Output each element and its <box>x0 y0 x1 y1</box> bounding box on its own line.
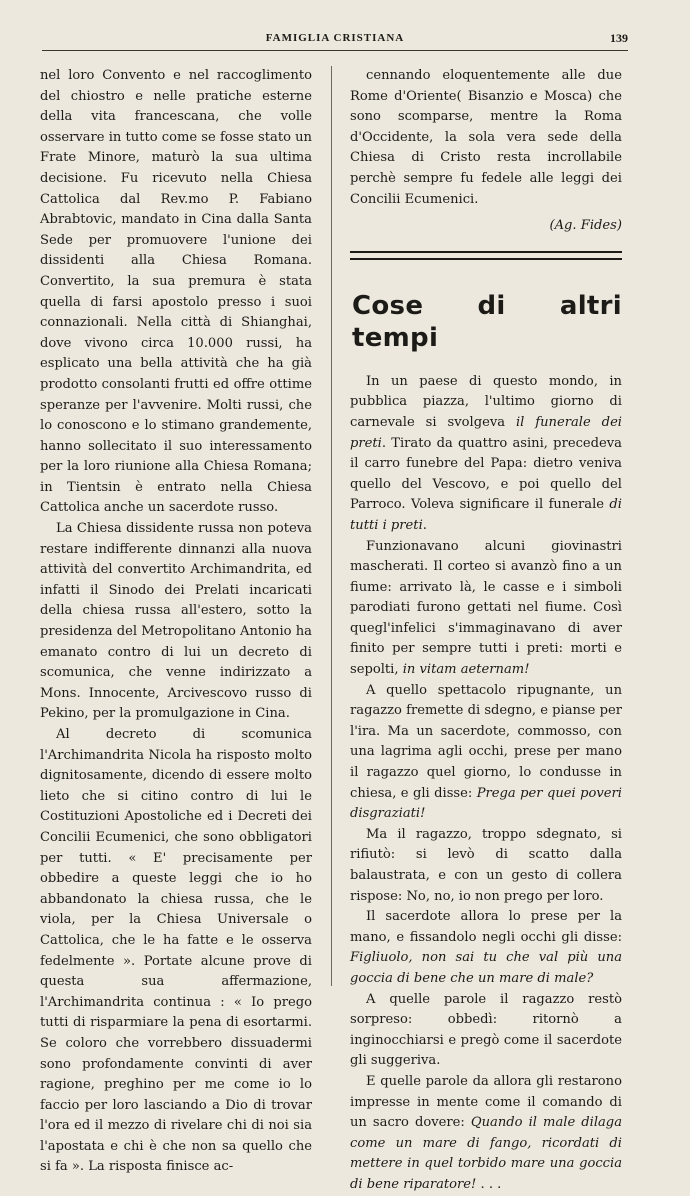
article-paragraph-2 <box>350 537 622 681</box>
magazine-title: FAMIGLIA CRISTIANA <box>265 32 405 44</box>
article-paragraph-3 <box>350 681 622 825</box>
left-paragraph-1: nel loro Convento e nel raccoglimento del chiostro e nelle pratiche esterne della vita francescana, che volle osservare in tutto come se fosse stato un Frate Minore, maturò la sua ultima decisione. Fu ricevuto nella Chiesa Cattolica dal Rev.mo P. Fabiano Abrabtovic, mandato in Cina dalla Santa Sede per promuovere l'unione dei dissidenti alla Chiesa Romana. Convertito, la sua premura è stata quella di farsi apostolo presso i suoi connazionali. Nella città di Shianghai, dove vivono circa 10.000 russi, ha esplicato una bella attività che ha già prodotto consolanti frutti ed offre ottime speranze per l'avvenire. Molti russi, che lo conoscono e lo stimano grandemente, hanno sollecitato il suo interessamento per la loro riunione alla Chiesa Romana; in Tientsin è entrato nella Chiesa Cattolica anche un sacerdote russo. <box>40 68 312 516</box>
text-run: Funzionavano alcuni giovinastri mascherati. Il corteo si avanzò fino a un fiume: arrivato là, le casse e i simboli parodiati furono gettati nel fiume. Così quegl'infelici s'immaginavano di aver finito per sempre tutti i preti: morti e sepolti, <box>350 538 622 678</box>
article-paragraph-1 <box>350 372 622 537</box>
page-number: 139 <box>610 31 628 45</box>
article-paragraph-5 <box>350 907 622 989</box>
running-header <box>42 26 628 51</box>
left-paragraph-2: La Chiesa dissidente russa non poteva restare indifferente dinnanzi alla nuova attività del convertito Archimandrita, ed infatti il Sinodo dei Prelati incaricati della chiesa russa all'estero, sotto la presidenza del Metropolitano Antonio ha emanato contro di lui un decreto di scomunica, che venne indirizzato a Mons. Innocente, Arcivescovo russo di Pekino, per la promulgazione in Cina. <box>40 521 312 722</box>
text-run: A quello spettacolo ripugnante, un ragazzo fremette di sdegno, e pianse per l'ira. Ma un sacerdote, commosso, con una lagrima agli occhi, prese per mano il ragazzo quel giorno, lo condusse in chiesa, e gli disse: <box>350 682 622 801</box>
right-column <box>350 66 622 1196</box>
text-run: Il sacerdote allora lo prese per la mano, e fissandolo negli occhi gli disse: <box>350 909 622 945</box>
italic-run: Prega per quei poveri disgraziati! <box>350 785 622 822</box>
italic-run: in vitam aeternam! <box>402 662 530 678</box>
continuation-paragraph: cennando eloquentemente alle due Rome d'Oriente( Bisanzio e Mosca) che sono scomparse, mentre la Roma d'Occidente, la sola vera sede della Chiesa di Cristo resta incrollabile perchè sempre fu fedele alle leggi dei Concilii Ecumenici. <box>350 68 622 207</box>
text-run: . Tirato da quattro asini, precedeva il carro funebre del Papa: dietro veniva quello del Vescovo, e poi quello del Parroco. Voleva significare il funerale <box>350 435 622 513</box>
article-title: Cose di altri tempi <box>352 290 622 353</box>
text-run: In un paese di questo mondo, in pubblica piazza, l'ultimo giorno di carnevale si svolgeva <box>350 373 622 430</box>
article-paragraph-7 <box>350 1072 622 1196</box>
article-paragraph-4: Ma il ragazzo, troppo sdegnato, si rifiutò: si levò di scatto dalla balaustrata, e con un gesto di collera rispose: No, no, io non prego per loro. <box>350 826 622 904</box>
italic-run: Figliuolo, non sai tu che val più una goccia di bene che un mare di male? <box>350 950 622 986</box>
left-paragraph-3: Al decreto di scomunica l'Archimandrita Nicola ha risposto molto dignitosamente, dicendo di essere molto lieto che si citino contro di lui le Costituzioni Apostoliche ed i Decreti dei Concilii Ecumenici, che sono obbligatori per tutti. « E' precisamente per obbedire a queste leggi che io ho abbandonato la chiesa russa, che le viola, per la Chiesa Universale o Cattolica, che le ha fatte e le osserva fedelmente ». Portate alcune prove di questa sua affermazione, l'Archimandrita continua : « Io prego tutti di risparmiare la pena di esortarmi. Se coloro che vorrebbero dissuadermi sono profondamente convinti di aver ragione, preghino per me come io lo faccio per loro lasciando a Dio di trovar l'ora ed il mezzo di rivelare chi di noi sia l'apostata e chi è che non sa quello che si fa ». La risposta finisce ac- <box>40 727 312 1175</box>
news-source: (Ag. Fides) <box>549 218 622 234</box>
text-run: . . . <box>476 1176 502 1192</box>
column-divider <box>331 66 332 986</box>
italic-run: Quando il male dilaga come un mare di fango, ricordati di mettere in quel torbido mare una goccia di bene riparatore! <box>350 1115 622 1192</box>
text-run: E quelle parole da allora gli restarono impresse in mente come il comando di un sacro dovere: <box>350 1073 622 1131</box>
text-run: . <box>422 517 427 533</box>
left-column <box>40 66 312 1178</box>
italic-run: il funerale dei preti <box>350 414 622 451</box>
italic-run: di tutti i preti <box>350 497 622 533</box>
section-double-rule <box>350 251 622 260</box>
article-paragraph-6: A quelle parole il ragazzo restò sorpreso: obbedì: ritornò a inginocchiarsi e pregò come il sacerdote gli suggeriva. <box>350 991 622 1069</box>
